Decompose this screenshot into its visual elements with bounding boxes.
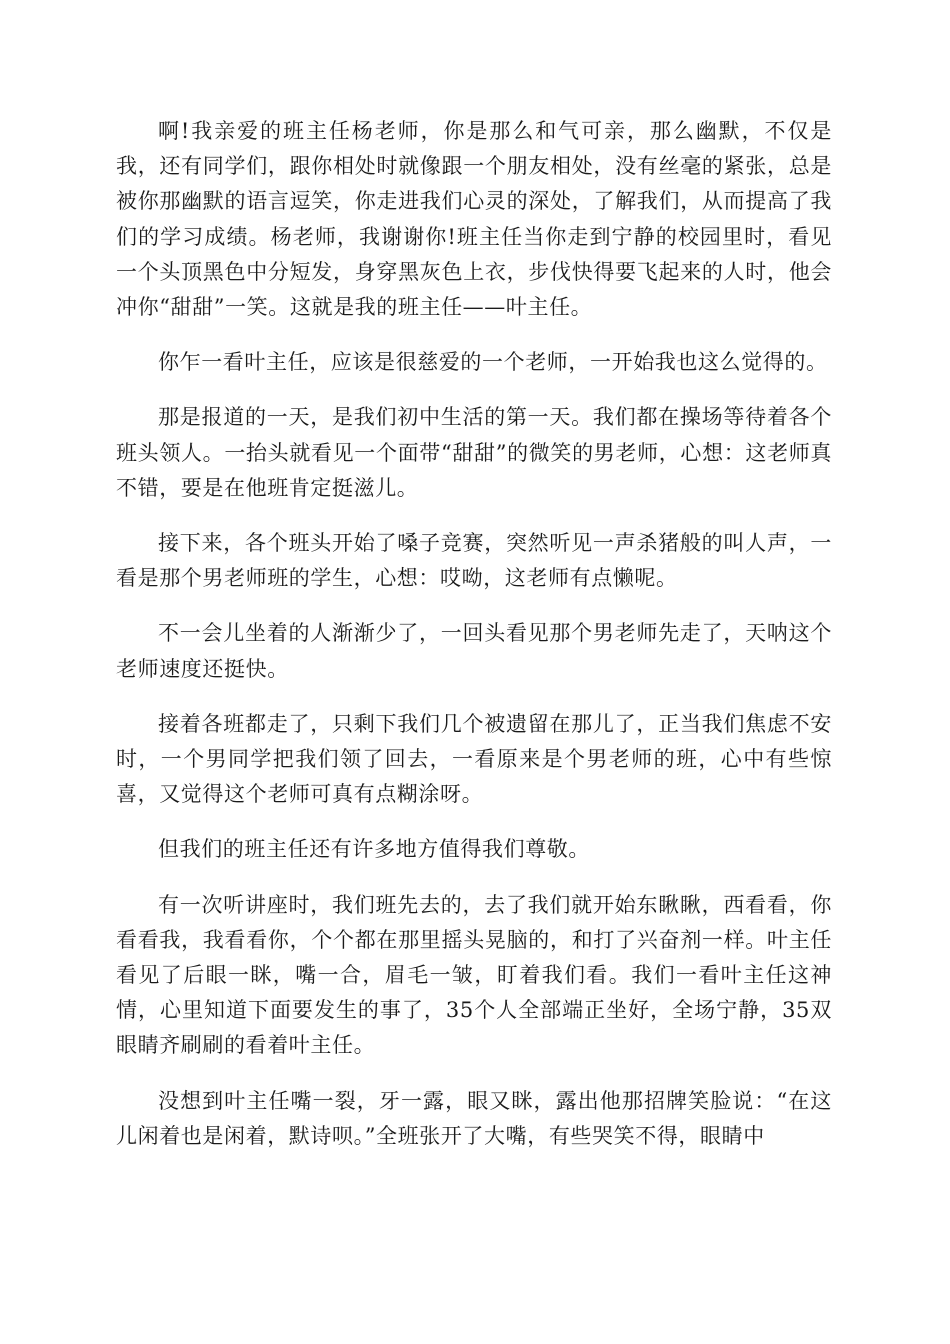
paragraph-5: 不一会儿坐着的人渐渐少了，一回头看见那个男老师先走了，天呐这个老师速度还挺快。: [116, 621, 832, 681]
paragraph-6: 接着各班都走了，只剩下我们几个被遗留在那儿了，正当我们焦虑不安时，一个男同学把我们领了回去，一看原来是个男老师的班，心中有些惊喜，又觉得这个老师可真有点糊涂呀。: [116, 711, 832, 807]
paragraph-4: 接下来，各个班头开始了嗓子竞赛，突然听见一声杀猪般的叫人声，一看是那个男老师班的学生，心想：哎呦，这老师有点懒呢。: [116, 531, 832, 591]
document-page: [116, 114, 832, 1174]
paragraph-9: 没想到叶主任嘴一裂，牙一露，眼又眯，露出他那招牌笑脸说：“在这儿闲着也是闲着，默诗呗。”全班张开了大嘴，有些哭笑不得，眼睛中: [116, 1088, 832, 1148]
paragraph-8: 有一次听讲座时，我们班先去的，去了我们就开始东瞅瞅，西看看，你看看我，我看看你，个个都在那里摇头晃脑的，和打了兴奋剂一样。叶主任看见了后眼一眯，嘴一合，眉毛一皱，盯着我们看。我们一看叶主任这神情，心里知道下面要发生的事了，35个人全部端正坐好，全场宁静，35双眼睛齐刷刷的看着叶主任。: [116, 892, 832, 1058]
paragraph-7: 但我们的班主任还有许多地方值得我们尊敬。: [158, 837, 590, 862]
paragraph-1: 啊!我亲爱的班主任杨老师，你是那么和气可亲，那么幽默，不仅是我，还有同学们，跟你相处时就像跟一个朋友相处，没有丝毫的紧张，总是被你那幽默的语言逗笑，你走进我们心灵的深处，了解我们，从而提高了我们的学习成绩。杨老师，我谢谢你!班主任当你走到宁静的校园里时，看见一个头顶黑色中分短发，身穿黑灰色上衣，步伐快得要飞起来的人时，他会冲你“甜甜”一笑。这就是我的班主任——叶主任。: [116, 119, 832, 320]
paragraph-3: 那是报道的一天，是我们初中生活的第一天。我们都在操场等待着各个班头领人。一抬头就看见一个面带“甜甜”的微笑的男老师，心想：这老师真不错，要是在他班肯定挺滋儿。: [116, 405, 832, 500]
paragraph-2: 你乍一看叶主任，应该是很慈爱的一个老师，一开始我也这么觉得的。: [158, 350, 828, 375]
